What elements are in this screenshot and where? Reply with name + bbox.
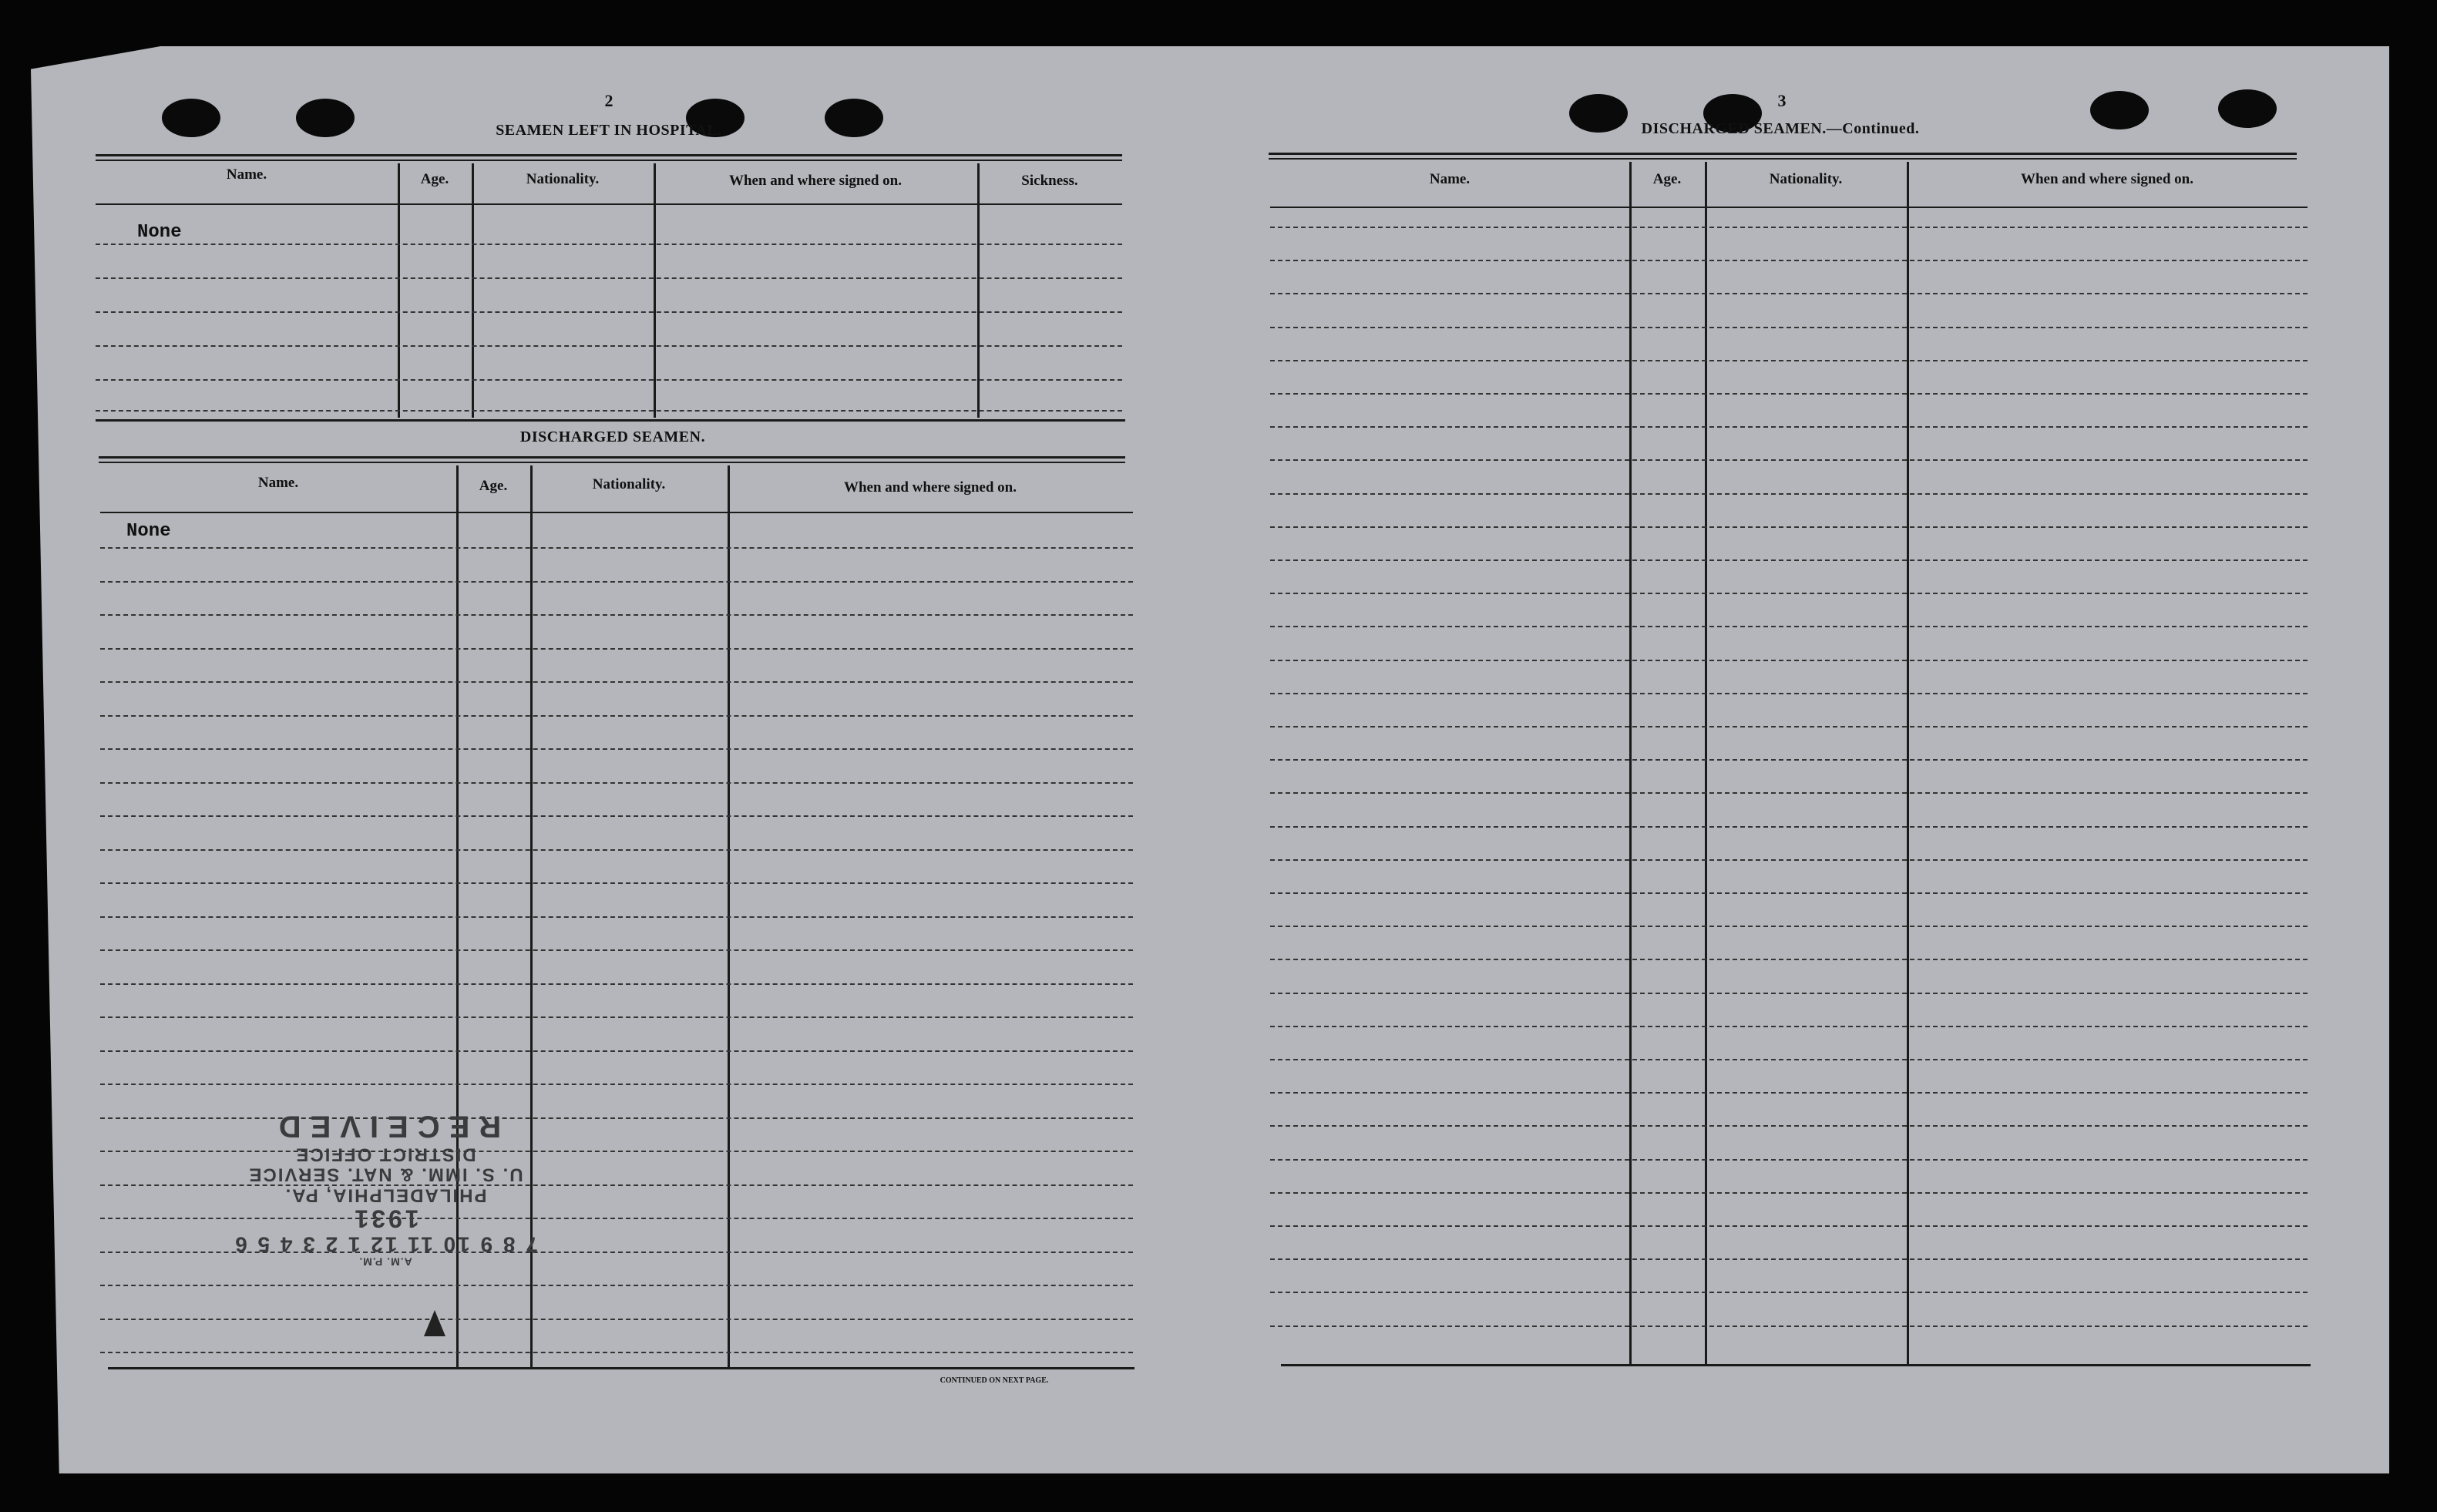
ruled-line bbox=[100, 1319, 1133, 1320]
ruled-line bbox=[1270, 693, 2308, 694]
col-nationality: Nationality. bbox=[526, 171, 600, 187]
col-sickness: Sickness. bbox=[1021, 173, 1078, 189]
punch-hole bbox=[2218, 89, 2277, 128]
left-page-number: 2 bbox=[604, 91, 613, 110]
ruled-line bbox=[1270, 227, 2308, 228]
ruled-line bbox=[1270, 826, 2308, 828]
received-stamp: A.M. P.M. 7 8 9 10 11 12 1 2 3 4 5 6 1931 PHILADELPHIA, PA. U. S. IMM. & NAT. SERVICE DISTRICT OFFICE RECEIVED bbox=[233, 1110, 538, 1268]
continued-note: CONTINUED ON NEXT PAGE. bbox=[940, 1376, 1049, 1385]
right-bottom-rule bbox=[1281, 1364, 2311, 1366]
col-signed-on: When and where signed on. bbox=[843, 479, 1017, 496]
ruled-line bbox=[1270, 792, 2308, 794]
ruled-line bbox=[1270, 393, 2308, 395]
ruled-line bbox=[1270, 1059, 2308, 1060]
ruled-line bbox=[1270, 859, 2308, 861]
ruled-line bbox=[1270, 1292, 2308, 1293]
ruled-line bbox=[1270, 327, 2308, 328]
ruled-line bbox=[1270, 593, 2308, 594]
col-signed-on: When and where signed on. bbox=[2020, 171, 2193, 187]
ruled-line bbox=[100, 547, 1133, 549]
ruled-line bbox=[100, 882, 1133, 884]
discharged-top-rule bbox=[99, 462, 1125, 463]
punch-hole bbox=[162, 99, 220, 137]
ruled-line bbox=[100, 581, 1133, 583]
ruled-line bbox=[1270, 260, 2308, 261]
discharged-entry-name: None bbox=[126, 521, 171, 542]
ruled-line bbox=[100, 681, 1133, 683]
ruled-line bbox=[1270, 426, 2308, 428]
arrow-icon bbox=[424, 1310, 445, 1336]
col-name: Name. bbox=[1429, 171, 1471, 187]
ruled-line bbox=[1270, 493, 2308, 495]
ruled-line bbox=[1270, 660, 2308, 661]
hospital-entry-name: None bbox=[137, 222, 182, 243]
hospital-section-title: SEAMEN LEFT IN HOSPITAL. bbox=[496, 122, 722, 139]
discharged-table-right bbox=[1270, 162, 2308, 1364]
discharged-bottom-rule bbox=[108, 1367, 1134, 1369]
ruled-line bbox=[1270, 1192, 2308, 1194]
ruled-line bbox=[1270, 1026, 2308, 1027]
col-age: Age. bbox=[420, 171, 449, 187]
ruled-line bbox=[100, 949, 1133, 951]
ruled-line bbox=[1270, 1326, 2308, 1327]
ruled-line bbox=[1270, 526, 2308, 528]
col-name: Name. bbox=[257, 475, 299, 491]
ruled-line bbox=[1270, 993, 2308, 994]
ruled-line bbox=[1270, 1159, 2308, 1161]
ruled-line bbox=[100, 983, 1133, 985]
ruled-line bbox=[100, 648, 1133, 650]
ruled-line bbox=[100, 1016, 1133, 1018]
ruled-line bbox=[1270, 1258, 2308, 1260]
col-signed-on: When and where signed on. bbox=[728, 173, 902, 189]
ruled-line bbox=[1270, 1125, 2308, 1127]
ruled-line bbox=[100, 1285, 1133, 1286]
right-top-rule bbox=[1269, 158, 2297, 160]
discharged-top-rule bbox=[99, 456, 1125, 459]
ruled-line bbox=[1270, 360, 2308, 361]
ruled-line bbox=[1270, 626, 2308, 627]
col-nationality: Nationality. bbox=[1769, 171, 1843, 187]
punch-hole bbox=[825, 99, 883, 137]
discharged-section-title: DISCHARGED SEAMEN. bbox=[519, 428, 706, 445]
ruled-line bbox=[1270, 759, 2308, 761]
ruled-line bbox=[100, 815, 1133, 817]
ruled-line bbox=[1270, 1092, 2308, 1094]
col-nationality: Nationality. bbox=[592, 476, 666, 492]
ruled-line bbox=[1270, 726, 2308, 727]
hospital-top-rule bbox=[96, 160, 1122, 161]
ruled-line bbox=[100, 748, 1133, 750]
right-top-rule bbox=[1269, 153, 2297, 155]
punch-hole bbox=[296, 99, 355, 137]
hospital-table bbox=[96, 163, 1122, 418]
punch-hole bbox=[2090, 91, 2149, 129]
col-age: Age. bbox=[479, 478, 508, 494]
right-page-number: 3 bbox=[1777, 91, 1787, 110]
ruled-line bbox=[1270, 926, 2308, 927]
hospital-top-rule bbox=[96, 154, 1122, 156]
ruled-line bbox=[100, 614, 1133, 616]
hospital-bottom-rule bbox=[96, 419, 1125, 422]
ruled-line bbox=[1270, 459, 2308, 461]
ruled-line bbox=[1270, 959, 2308, 960]
ruled-line bbox=[100, 715, 1133, 717]
ruled-line bbox=[100, 1050, 1133, 1052]
ruled-line bbox=[100, 1084, 1133, 1085]
right-section-title: DISCHARGED SEAMEN.—Continued. bbox=[1641, 120, 1920, 137]
ruled-line bbox=[100, 1352, 1133, 1353]
ruled-line bbox=[1270, 293, 2308, 294]
col-age: Age. bbox=[1652, 171, 1682, 187]
ruled-line bbox=[100, 782, 1133, 784]
ruled-line bbox=[1270, 892, 2308, 894]
ruled-line bbox=[1270, 559, 2308, 561]
ruled-line bbox=[1270, 1225, 2308, 1227]
col-name: Name. bbox=[226, 166, 267, 183]
ruled-line bbox=[100, 916, 1133, 918]
ruled-line bbox=[100, 849, 1133, 851]
